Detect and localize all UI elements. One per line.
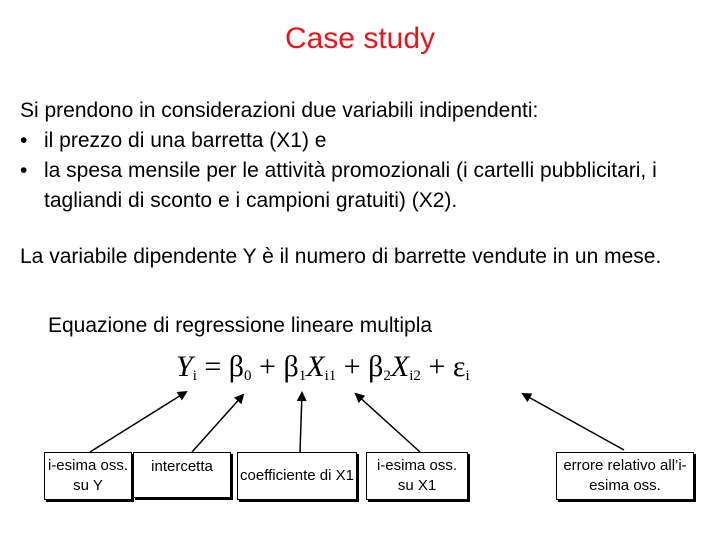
slide-title: Case study — [284, 22, 436, 55]
label-error: errore relativo all’i-esima oss. — [563, 457, 687, 494]
bullet-dot: • — [20, 159, 28, 182]
bullet-text: il prezzo di una barretta (X1) e — [44, 129, 327, 152]
eq-plus: + — [420, 350, 453, 383]
label-box-obs-x1 — [366, 452, 468, 500]
arrow-to-yi — [90, 392, 186, 452]
label-box-intercept — [133, 452, 231, 498]
bullet-text: la spesa mensile per le attività promozionali (i cartelli pubblicitari, i tagliandi di sconto e i campioni gratuiti) (X2). — [44, 159, 657, 212]
eq-x1-sub: i1 — [324, 368, 337, 384]
label-box-coef-x1 — [237, 452, 357, 500]
eq-plus: + — [251, 350, 284, 383]
label-coef-x1: coefficiente di X1 — [240, 467, 354, 484]
label-box-obs-y — [44, 452, 132, 500]
eq-y: Y — [176, 350, 193, 383]
eq-equals: = — [196, 350, 229, 383]
eq-y-sub: i — [192, 368, 197, 384]
label-obs-y: i-esima oss. su Y — [47, 457, 129, 494]
label-box-error — [556, 452, 694, 500]
eq-epsilon: ε — [452, 350, 466, 383]
arrow-to-beta0 — [192, 395, 243, 452]
bullet-dot: • — [20, 129, 28, 152]
eq-beta0: β — [228, 350, 245, 383]
eq-epsilon-sub: i — [465, 368, 470, 384]
eq-beta2: β — [368, 350, 384, 383]
eq-beta2-sub: 2 — [383, 368, 391, 384]
eq-plus: + — [336, 350, 369, 383]
eq-x2-sub: i2 — [409, 368, 421, 384]
label-obs-x1: i-esima oss. su X1 — [376, 457, 458, 494]
arrow-to-beta1 — [300, 393, 302, 452]
eq-x1: X — [306, 350, 325, 383]
eq-beta1: β — [283, 350, 299, 383]
intro-line: Si prendono in considerazioni due variabili indipendenti: — [20, 99, 539, 122]
eq-beta0-sub: 0 — [244, 368, 252, 384]
dependent-variable-text: La variabile dipendente Y è il numero di barrette vendute in un mese. — [20, 245, 662, 268]
equation-title: Equazione di regressione lineare multipla — [48, 314, 433, 337]
label-intercept: intercetta — [151, 458, 213, 475]
eq-beta1-sub: 1 — [298, 368, 307, 384]
arrow-to-xi1 — [356, 394, 420, 452]
eq-x2: X — [390, 350, 410, 383]
arrow-to-epsilon — [523, 394, 624, 450]
